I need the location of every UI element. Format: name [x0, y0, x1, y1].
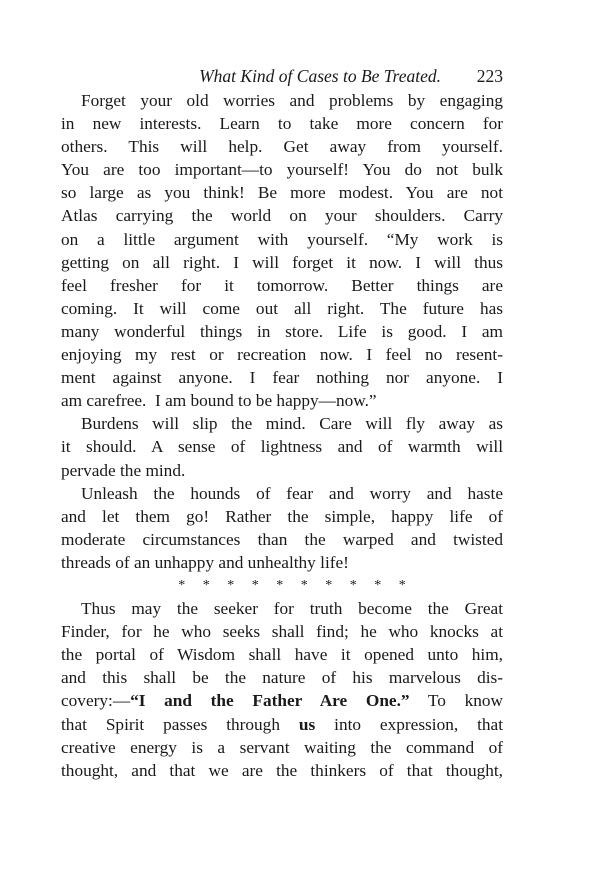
text-line — [61, 620, 503, 643]
text-segment: feel fresher for it tomorrow. Better things are — [61, 275, 503, 295]
page-body-text — [61, 89, 503, 782]
text-line — [61, 135, 503, 158]
text-line — [61, 320, 503, 343]
text-segment: Forget your old worries and problems by engaging — [81, 91, 503, 110]
running-title: What Kind of Cases to Be Treated. — [199, 66, 441, 86]
text-line — [61, 112, 503, 135]
section-divider-asterisks — [61, 574, 503, 597]
text-segment: it should. A sense of lightness and of warmth will — [61, 437, 503, 457]
text-segment: thought, and that we are the thinkers of that thought, — [61, 760, 503, 780]
text-segment: so large as you think! Be more modest. You are not — [61, 183, 503, 203]
text-segment: covery:— — [61, 691, 131, 711]
text-line — [61, 412, 503, 435]
text-segment: You are too important—to yourself! You do not bulk — [61, 160, 503, 180]
text-line — [61, 297, 503, 320]
text-line — [61, 459, 503, 482]
text-segment: into expression, that — [315, 714, 503, 734]
text-segment: Burdens will slip the mind. Care will fly away as — [81, 414, 503, 434]
text-line — [61, 228, 503, 251]
text-line — [61, 736, 503, 759]
text-line — [61, 482, 503, 505]
text-segment: on a little argument with yourself. “My work is — [61, 229, 503, 249]
text-segment: others. This will help. Get away from yourself. — [61, 137, 503, 157]
text-line — [61, 528, 503, 551]
text-line — [61, 89, 503, 112]
text-segment: coming. It will come out all right. The future has — [61, 298, 503, 318]
text-segment: creative energy is a servant waiting the command of — [61, 737, 503, 757]
text-segment: * * * * * * * * * * — [178, 577, 406, 593]
text-line — [61, 551, 503, 574]
text-segment: the portal of Wisdom shall have it opened unto him, — [61, 645, 503, 665]
text-line — [61, 435, 503, 458]
text-segment: that Spirit passes through — [61, 714, 299, 734]
text-line — [61, 713, 503, 736]
text-line — [61, 158, 503, 181]
bold-text-segment: “I and the Father Are One.” — [130, 691, 410, 711]
text-segment: pervade the mind. — [61, 460, 186, 480]
text-line — [61, 274, 503, 297]
text-line — [61, 643, 503, 666]
page-number: 223 — [476, 66, 503, 86]
text-line — [61, 666, 503, 689]
text-line — [61, 597, 503, 620]
text-line — [61, 389, 503, 412]
bold-text-segment: us — [298, 714, 316, 734]
text-line — [61, 759, 503, 782]
text-segment: Unleash the hounds of fear and worry and haste — [81, 483, 503, 503]
text-line — [61, 343, 503, 366]
text-segment: Finder, for he who seeks shall find; he who knocks at — [61, 622, 503, 642]
text-segment: and let them go! Rather the simple, happy life of — [61, 506, 503, 526]
text-line — [61, 689, 503, 712]
text-segment: moderate circumstances than the warped and twisted — [61, 529, 503, 549]
text-segment: getting on all right. I will forget it now. I will thus — [61, 252, 503, 272]
text-line — [61, 251, 503, 274]
text-segment: am carefree. I am bound to be happy—now.” — [61, 391, 377, 411]
text-segment: Atlas carrying the world on your shoulders. Carry — [61, 206, 503, 226]
text-segment: Thus may the seeker for truth become the Great — [81, 599, 503, 619]
text-line — [61, 505, 503, 528]
text-segment: in new interests. Learn to take more concern for — [61, 114, 503, 134]
text-segment: many wonderful things in store. Life is good. I am — [61, 321, 503, 341]
text-line — [61, 204, 503, 227]
text-line — [61, 366, 503, 389]
text-segment: enjoying my rest or recreation now. I feel no resent- — [61, 345, 503, 365]
text-line — [61, 181, 503, 204]
running-header — [61, 66, 503, 90]
text-segment: and this shall be the nature of his marvelous dis- — [61, 668, 503, 688]
text-segment: threads of an unhappy and unhealthy life! — [61, 552, 349, 572]
text-segment: To know — [409, 691, 503, 711]
text-segment: ment against anyone. I fear nothing nor anyone. I — [61, 368, 503, 388]
